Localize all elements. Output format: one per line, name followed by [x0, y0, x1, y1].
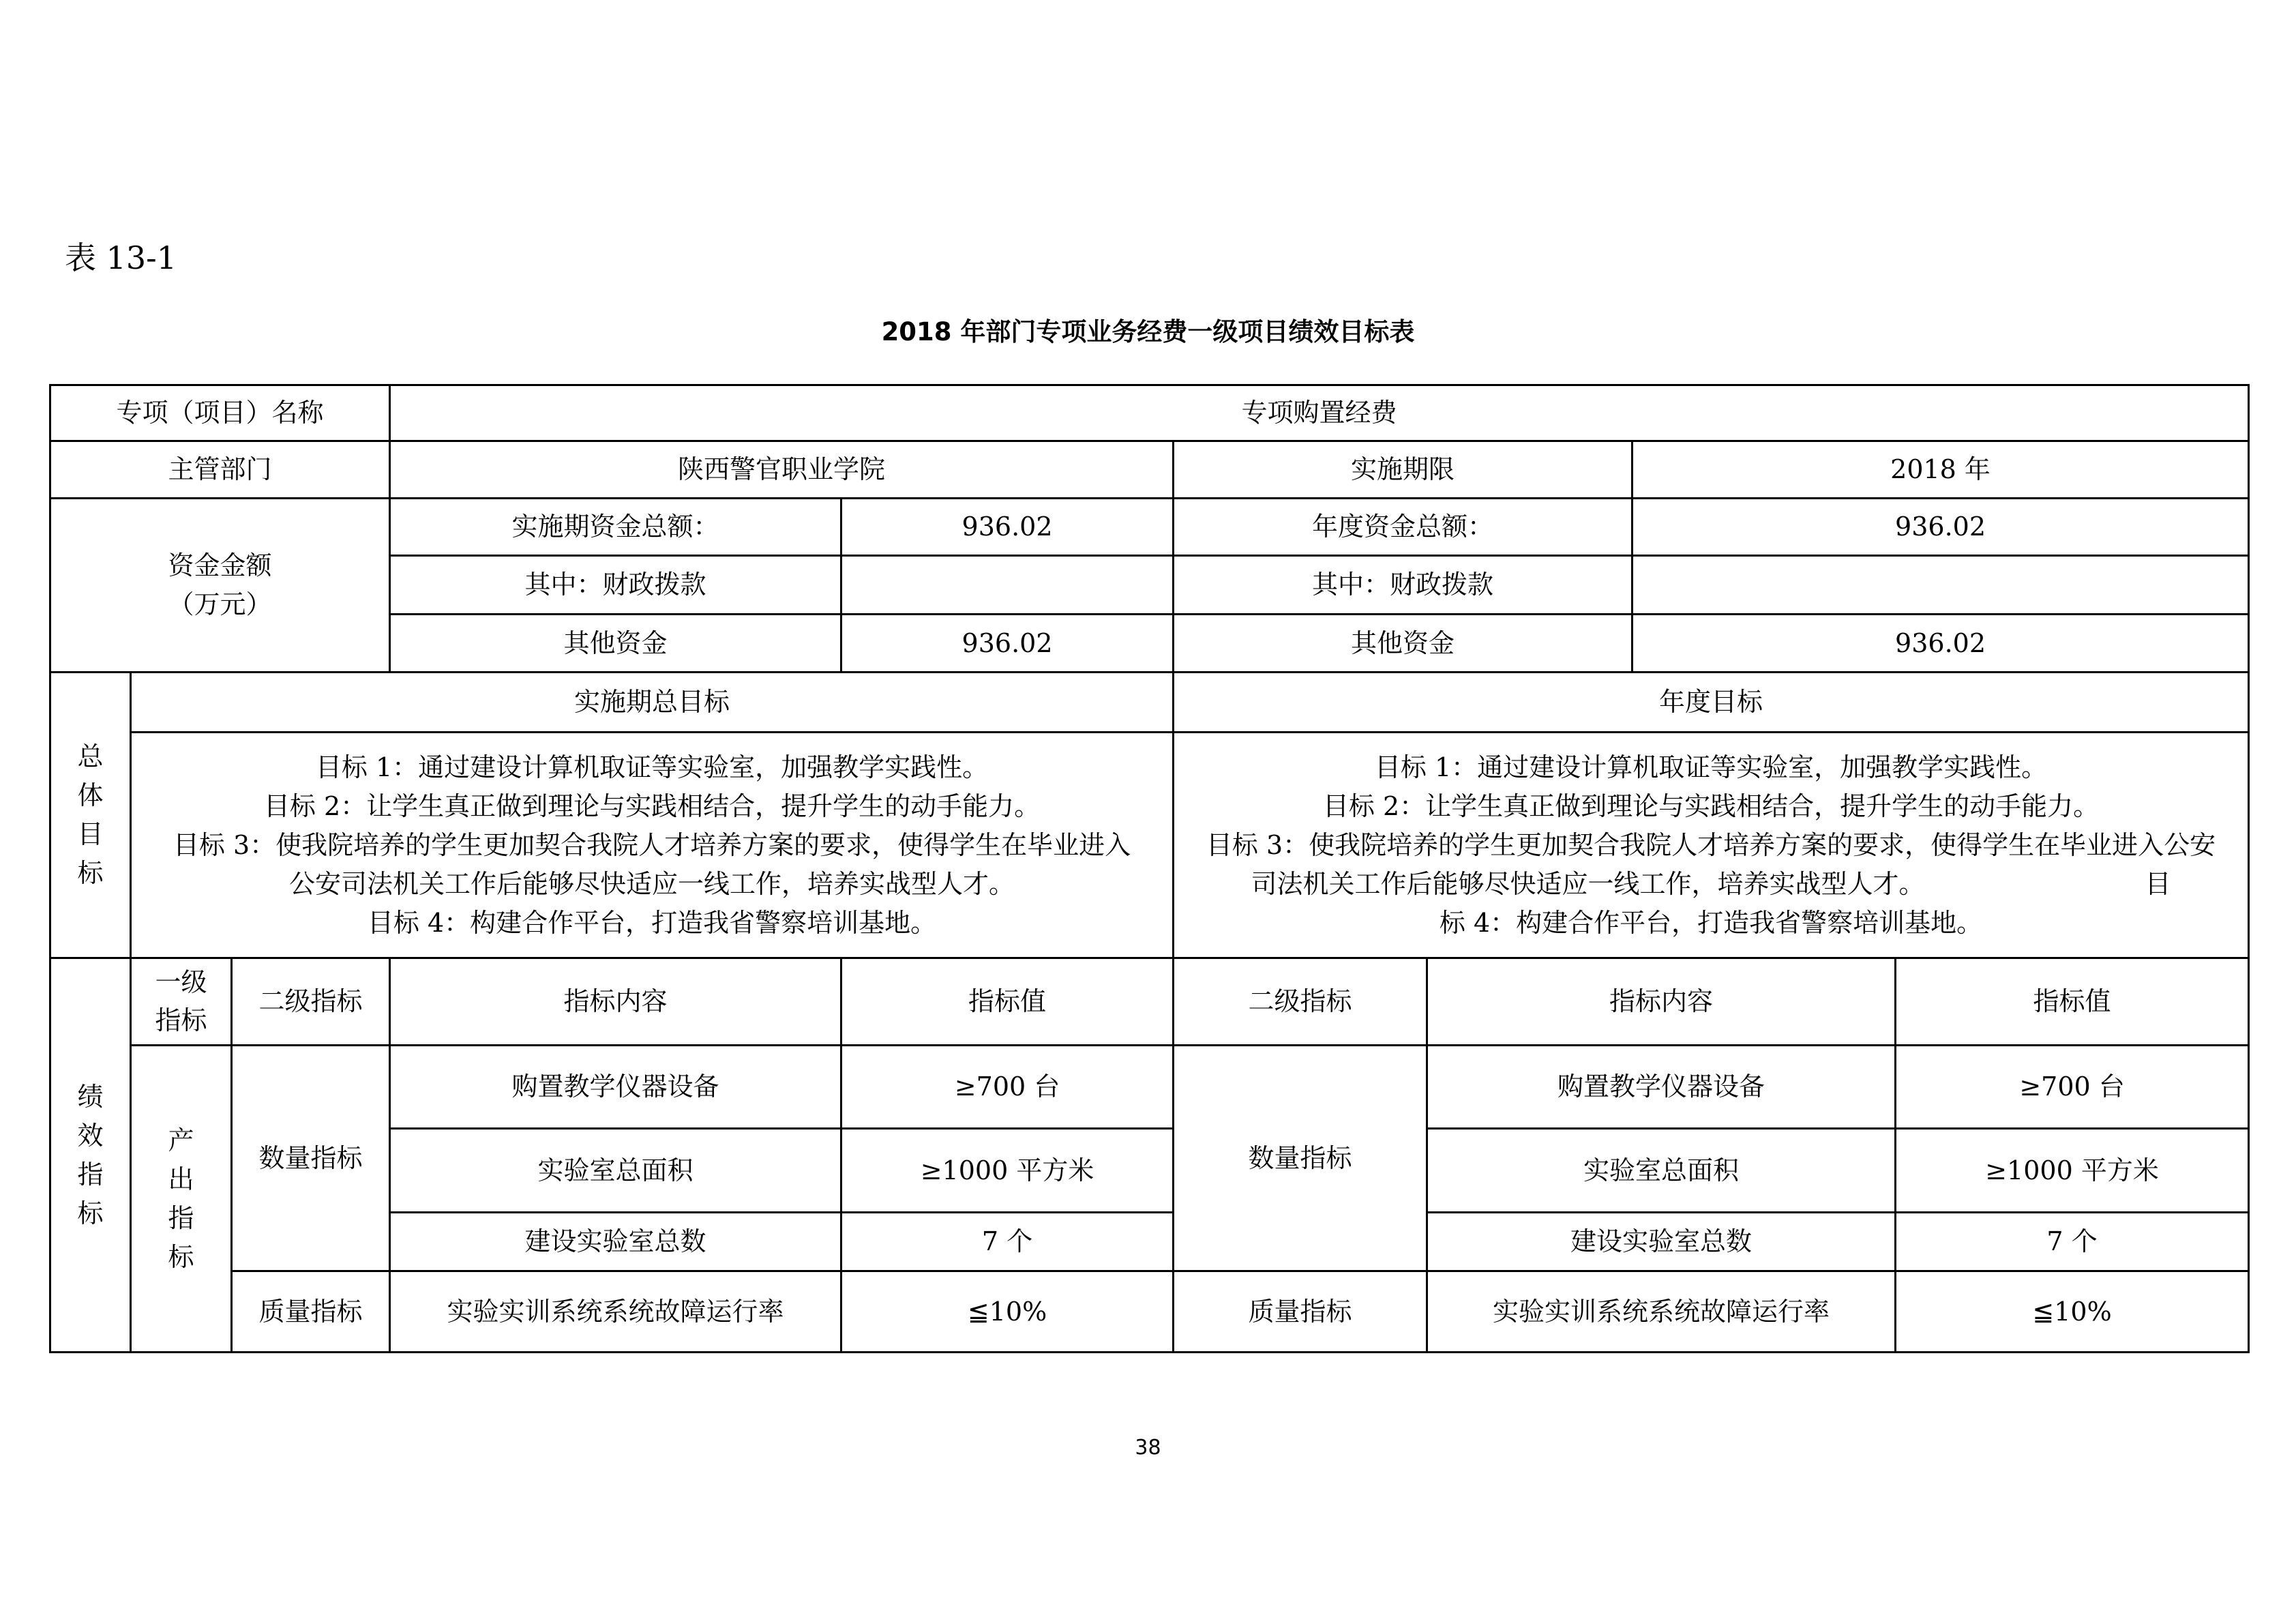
- indicator-content: 购置教学仪器设备: [390, 1046, 841, 1129]
- indicator-value: ≥1000 平方米: [841, 1129, 1174, 1213]
- performance-target-table: [49, 384, 2250, 1353]
- annual-total-label: 年度资金总额：: [1174, 499, 1632, 556]
- quality-indicator-label-annual: 质量指标: [1174, 1271, 1427, 1353]
- indicator-content-annual: 实验实训系统系统故障运行率: [1427, 1271, 1896, 1353]
- fiscal-label: 其中：财政拨款: [390, 556, 841, 615]
- indicator-value-annual: ≥700 台: [1896, 1046, 2249, 1129]
- side-char: 指: [168, 1202, 194, 1233]
- quantity-indicator-label: 数量指标: [232, 1046, 390, 1271]
- other-funds-annual-label: 其他资金: [1174, 615, 1632, 673]
- annual-total-value: 936.02: [1632, 499, 2249, 556]
- other-funds-label: 其他资金: [390, 615, 841, 673]
- goal-line: 目标 2：让学生真正做到理论与实践相结合，提升学生的动手能力。: [1322, 791, 2100, 821]
- funds-label-line1: 资金金额: [168, 550, 272, 580]
- department-label: 主管部门: [50, 441, 390, 499]
- performance-side-label: [50, 958, 131, 1353]
- goal-line: 司法机关工作后能够尽快适应一线工作，培养实战型人才。 目: [1251, 868, 2171, 899]
- level2-header-annual: 二级指标: [1174, 958, 1427, 1046]
- side-char: 体: [77, 780, 104, 810]
- side-char: 出: [168, 1164, 194, 1194]
- value-header-annual: 指标值: [1896, 958, 2249, 1046]
- level1-header: [131, 958, 232, 1046]
- quality-indicator-label: 质量指标: [232, 1271, 390, 1353]
- indicator-value: ≦10%: [841, 1271, 1174, 1353]
- indicator-value: 7 个: [841, 1213, 1174, 1271]
- department-value: 陕西警官职业学院: [390, 441, 1174, 499]
- indicator-content-annual: 建设实验室总数: [1427, 1213, 1896, 1271]
- indicator-value-annual: ≦10%: [1896, 1271, 2249, 1353]
- goal-line: 公安司法机关工作后能够尽快适应一线工作，培养实战型人才。: [289, 868, 1015, 899]
- goal-line: 目标 4：构建合作平台，打造我省警察培训基地。: [367, 907, 937, 938]
- project-name-label: 专项（项目）名称: [50, 385, 390, 441]
- period-goals-header: 实施期总目标: [131, 673, 1174, 733]
- annual-goals-text: [1174, 733, 2249, 958]
- indicator-content: 实验室总面积: [390, 1129, 841, 1213]
- period-goals-text: [131, 733, 1174, 958]
- total-period-label: 实施期资金总额：: [390, 499, 841, 556]
- indicator-value-annual: ≥1000 平方米: [1896, 1129, 2249, 1213]
- goal-line: 目标 3：使我院培养的学生更加契合我院人才培养方案的要求，使得学生在毕业进入: [173, 829, 1131, 860]
- side-char: 目: [77, 819, 104, 849]
- side-char: 指: [77, 1159, 104, 1190]
- goal-line: 目标 1：通过建设计算机取证等实验室，加强教学实践性。: [315, 752, 989, 782]
- goal-line: 目标 2：让学生真正做到理论与实践相结合，提升学生的动手能力。: [263, 791, 1041, 821]
- project-name-value: 专项购置经费: [390, 385, 2249, 441]
- indicator-content: 实验实训系统系统故障运行率: [390, 1271, 841, 1353]
- total-period-value: 936.02: [841, 499, 1174, 556]
- page-number: 38: [1135, 1436, 1161, 1460]
- content-header: 指标内容: [390, 958, 841, 1046]
- indicator-value: ≥700 台: [841, 1046, 1174, 1129]
- content-header-annual: 指标内容: [1427, 958, 1896, 1046]
- funds-label: [50, 499, 390, 673]
- period-value: 2018 年: [1632, 441, 2249, 499]
- indicator-content: 建设实验室总数: [390, 1213, 841, 1271]
- side-char: 标: [77, 1198, 104, 1228]
- level2-header: 二级指标: [232, 958, 390, 1046]
- other-funds-annual-value: 936.02: [1632, 615, 2249, 673]
- level1-header-line2: 指标: [155, 1005, 207, 1035]
- side-char: 绩: [77, 1081, 104, 1112]
- indicator-content-annual: 购置教学仪器设备: [1427, 1046, 1896, 1129]
- value-header: 指标值: [841, 958, 1174, 1046]
- table-label: 表 13-1: [65, 239, 177, 276]
- document-title: 2018 年部门专项业务经费一级项目绩效目标表: [881, 317, 1415, 346]
- side-char: 产: [168, 1125, 194, 1155]
- level1-header-line1: 一级: [155, 967, 207, 998]
- goal-line: 目标 3：使我院培养的学生更加契合我院人才培养方案的要求，使得学生在毕业进入公安: [1206, 829, 2216, 860]
- indicator-value-annual: 7 个: [1896, 1213, 2249, 1271]
- side-char: 效: [77, 1120, 104, 1151]
- side-char: 总: [77, 741, 104, 771]
- funds-label-line2: （万元）: [168, 589, 272, 619]
- fiscal-annual-value: [1632, 556, 2249, 615]
- fiscal-period-value: [841, 556, 1174, 615]
- other-funds-period-value: 936.02: [841, 615, 1174, 673]
- fiscal-annual-label: 其中：财政拨款: [1174, 556, 1632, 615]
- overall-goals-side-label: [50, 673, 131, 958]
- quantity-indicator-label-annual: 数量指标: [1174, 1046, 1427, 1271]
- goal-line: 目标 1：通过建设计算机取证等实验室，加强教学实践性。: [1374, 752, 2048, 782]
- side-char: 标: [168, 1241, 194, 1272]
- annual-goals-header: 年度目标: [1174, 673, 2249, 733]
- output-indicator-label: [131, 1046, 232, 1353]
- indicator-content-annual: 实验室总面积: [1427, 1129, 1896, 1213]
- period-label: 实施期限: [1174, 441, 1632, 499]
- goal-line: 标 4：构建合作平台，打造我省警察培训基地。: [1439, 907, 1983, 938]
- side-char: 标: [77, 858, 104, 888]
